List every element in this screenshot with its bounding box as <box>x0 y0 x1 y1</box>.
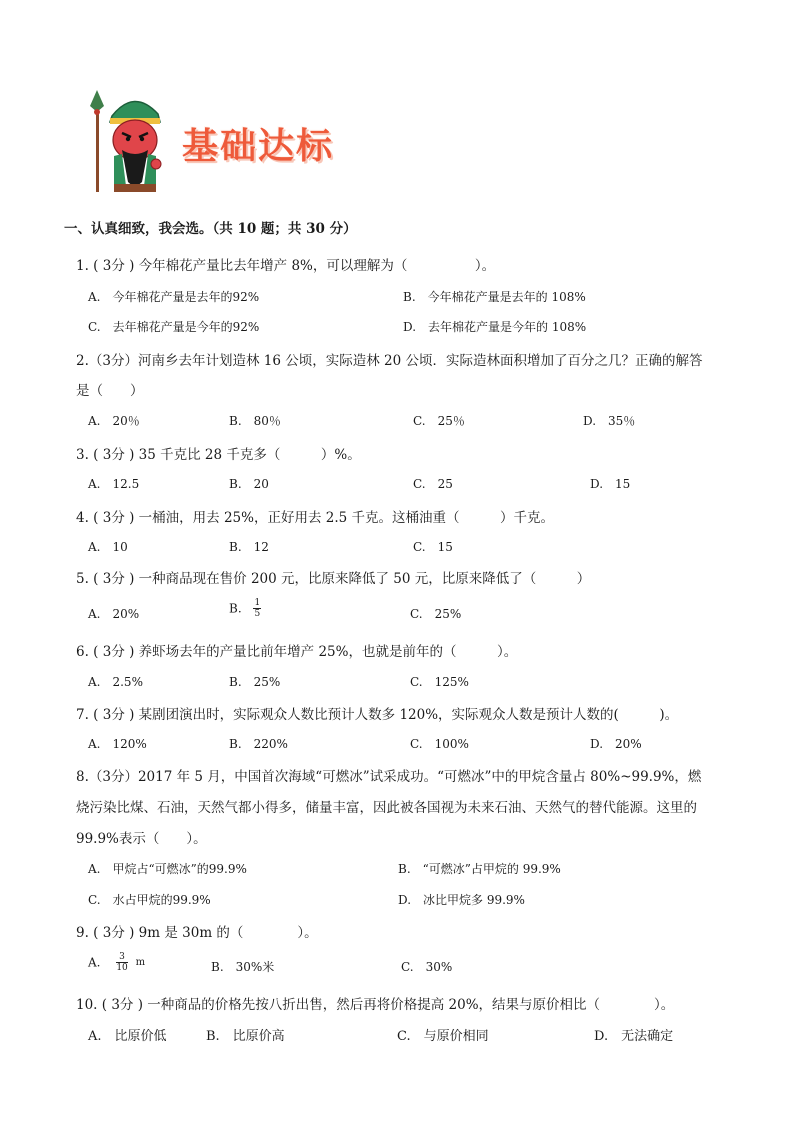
question-1-option-a[interactable]: A. 今年棉花产量是去年的92% <box>88 290 260 304</box>
question-5-option-a[interactable]: A. 20% <box>88 607 140 621</box>
question-6-option-c[interactable]: C. 125% <box>410 675 469 689</box>
question-3-option-d[interactable]: D. 15 <box>590 477 631 491</box>
question-7-option-b[interactable]: B. 220% <box>229 737 288 751</box>
fraction-unit: m <box>135 957 146 968</box>
question-5-option-b-label: B. <box>229 601 242 616</box>
question-5-option-c[interactable]: C. 25% <box>410 607 462 621</box>
question-4-option-c[interactable]: C. 15 <box>413 540 453 554</box>
question-2-stem-line2: 是（ ） <box>76 383 144 399</box>
question-9-option-a-label: A. <box>88 955 101 970</box>
question-8-stem-line1: 8.（3分）2017 年 5 月，中国首次海域“可燃冰”试采成功。“可燃冰”中的甲烷含量占 80%~99.9%，燃 <box>76 769 702 785</box>
question-7-option-c[interactable]: C. 100% <box>410 737 469 751</box>
question-4-option-a[interactable]: A. 10 <box>88 540 128 554</box>
question-9-option-b[interactable]: B. 30%米 <box>211 960 275 974</box>
question-7-option-a[interactable]: A. 120% <box>88 737 147 751</box>
question-6-option-a[interactable]: A. 2.5% <box>88 675 143 689</box>
question-1-option-d[interactable]: D. 去年棉花产量是今年的 108% <box>403 320 587 334</box>
question-10-option-a[interactable]: A. 比原价低 <box>88 1029 167 1044</box>
fraction-denominator: 5 <box>254 609 261 619</box>
question-4-option-b[interactable]: B. 12 <box>229 540 269 554</box>
question-8-option-b[interactable]: B. “可燃冰”占甲烷的 99.9% <box>398 862 561 876</box>
question-8-option-d[interactable]: D. 冰比甲烷多 99.9% <box>398 893 525 907</box>
question-7-option-d[interactable]: D. 20% <box>590 737 642 751</box>
question-1-option-c[interactable]: C. 去年棉花产量是今年的92% <box>88 320 260 334</box>
question-6-option-b[interactable]: B. 25% <box>229 675 281 689</box>
question-2-stem-line1: 2.（3分）河南乡去年计划造林 16 公顷，实际造林 20 公顷．实际造林面积增加了百分之几？正确的解答 <box>76 353 703 369</box>
question-4-stem: 4. ( 3分 ) 一桶油，用去 25%，正好用去 2.5 千克。这桶油重（ ）千克。 <box>76 510 555 526</box>
question-5-option-b-fraction <box>253 598 261 619</box>
question-5-stem: 5. ( 3分 ) 一种商品现在售价 200 元，比原来降低了 50 元，比原来降低了（ ） <box>76 571 591 587</box>
question-2-option-b[interactable]: B. 80％ <box>229 414 281 428</box>
question-1-stem: 1. ( 3分 ) 今年棉花产量比去年增产 8%，可以理解为（ ）。 <box>76 258 496 274</box>
fraction-denominator: 10 <box>116 963 128 973</box>
question-3-stem: 3. ( 3分 ) 35 千克比 28 千克多（ ）%。 <box>76 447 361 463</box>
question-7-stem: 7. ( 3分 ) 某剧团演出时，实际观众人数比预计人数多 120%，实际观众人数是预计人数的( )。 <box>76 707 679 723</box>
question-1-option-b[interactable]: B. 今年棉花产量是去年的 108% <box>403 290 586 304</box>
mascot-illustration <box>84 86 184 194</box>
question-10-option-b[interactable]: B. 比原价高 <box>206 1029 285 1044</box>
question-8-option-c[interactable]: C. 水占甲烷的99.9% <box>88 893 211 907</box>
question-8-stem-line3: 99.9%表示（ ）。 <box>76 831 207 847</box>
question-10-option-c[interactable]: C. 与原价相同 <box>397 1029 489 1044</box>
question-3-option-b[interactable]: B. 20 <box>229 477 269 491</box>
question-9-option-a[interactable] <box>88 952 145 973</box>
banner-title: 基础达标 <box>182 126 335 167</box>
question-9-stem: 9. ( 3分 ) 9m 是 30m 的（ ）。 <box>76 925 318 941</box>
question-10-option-d[interactable]: D. 无法确定 <box>594 1029 674 1044</box>
question-6-stem: 6. ( 3分 ) 养虾场去年的产量比前年增产 25%，也就是前年的（ ）。 <box>76 644 518 660</box>
section-heading: 一、认真细致，我会选。（共 10 题；共 30 分） <box>64 221 357 237</box>
question-8-option-a[interactable]: A. 甲烷占“可燃冰”的99.9% <box>88 862 247 876</box>
question-10-stem: 10. ( 3分 ) 一种商品的价格先按八折出售，然后再将价格提高 20%，结果与原价相比（ ）。 <box>76 997 675 1013</box>
question-3-option-a[interactable]: A. 12.5 <box>88 477 140 491</box>
question-9-option-a-fraction <box>116 952 127 973</box>
question-9-option-c[interactable]: C. 30% <box>401 960 453 974</box>
question-8-stem-line2: 烧污染比煤、石油，天然气都小得多，储量丰富，因此被各国视为未来石油、天然气的替代能源。这里的 <box>76 800 697 816</box>
question-2-option-d[interactable]: D. 35％ <box>583 414 636 428</box>
question-3-option-c[interactable]: C. 25 <box>413 477 453 491</box>
question-5-option-b[interactable] <box>229 598 261 619</box>
question-2-option-c[interactable]: C. 25％ <box>413 414 465 428</box>
fraction-numerator: 3 <box>116 952 127 963</box>
question-2-option-a[interactable]: A. 20％ <box>88 414 140 428</box>
fraction-numerator: 1 <box>254 598 261 608</box>
